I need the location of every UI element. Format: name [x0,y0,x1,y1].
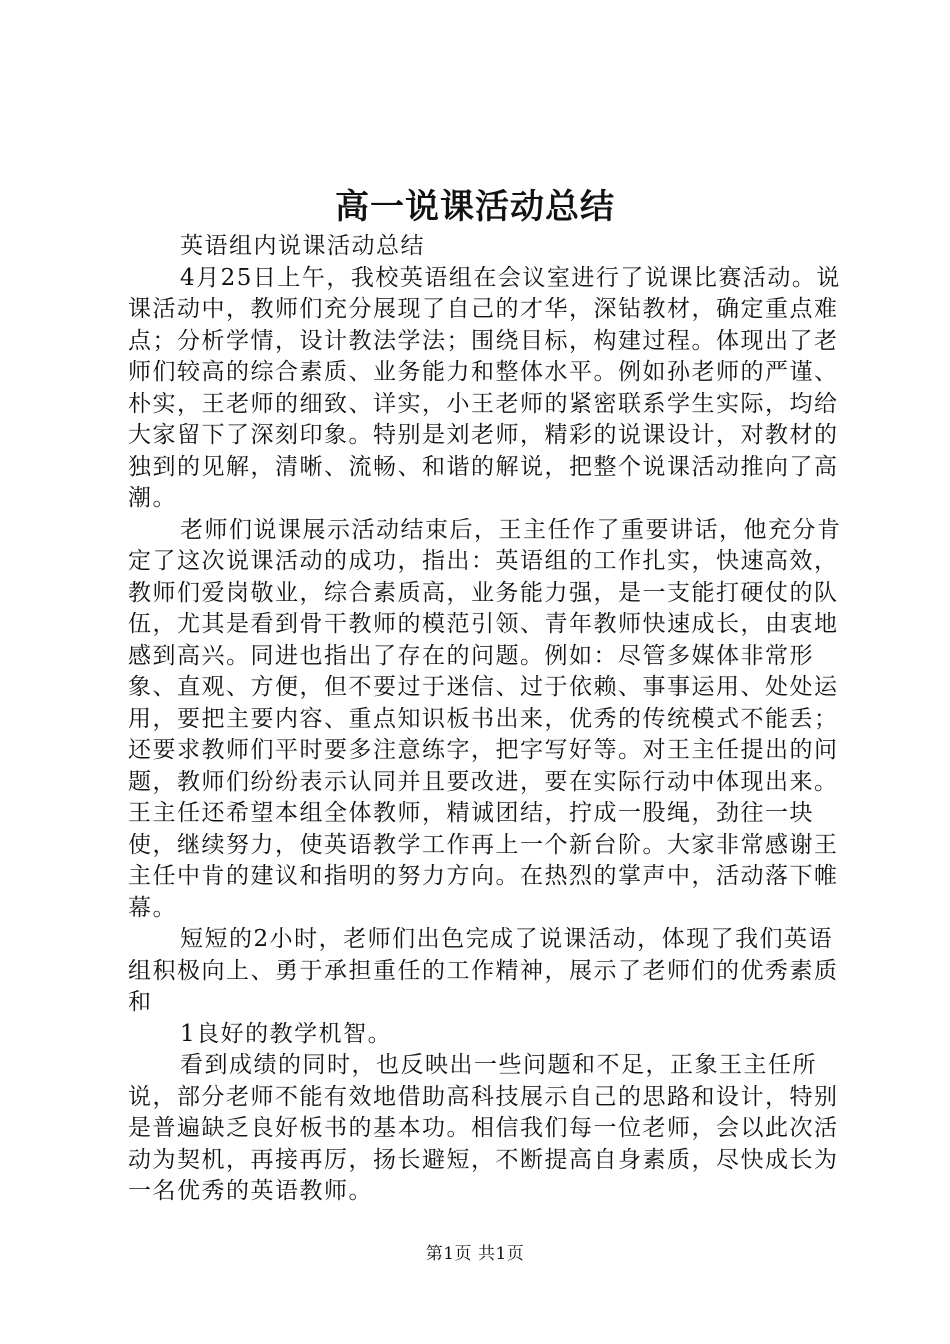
paragraph-teaching-wit: 1良好的教学机智。 [180,1020,393,1047]
paragraph-director-speech: 老师们说课展示活动结束后，王主任作了重要讲话，他充分肯定了这次说课活动的成功，指出：英语组的工作扎实，快速高效，教师们爱岗敬业，综合素质高，业务能力强，是一支能打硬仗的队伍，尤其是看到骨干教师的模范引领、青年教师快速成长，由衷地感到高兴。同进也指出了存在的问题。例如：尽管多媒体非常形象、直观、方便，但不要过于迷信、过于依赖、事事运用、处处运用，要把主要内容、重点知识板书出来，优秀的传统模式不能丢；还要求教师们平时要多注意练字，把字写好等。对王主任提出的问题，教师们纷纷表示认同并且要改进，要在实际行动中体现出来。王主任还希望本组全体教师，精诚团结，拧成一股绳，劲往一块使，继续努力，使英语教学工作再上一个新台阶。大家非常感谢王主任中肯的建议和指明的努力方向。在热烈的掌声中，活动落下帷幕。 [128,516,842,921]
document-body [128,231,850,1208]
paragraph-two-hours: 短短的2小时，老师们出色完成了说课活动，体现了我们英语组积极向上、勇于承担重任的工作精神，展示了老师们的优秀素质和 [128,926,839,1015]
paragraph-reflection: 看到成绩的同时，也反映出一些问题和不足，正象王主任所说，部分老师不能有效地借助高科技展示自己的思路和设计，特别是普遍缺乏良好板书的基本功。相信我们每一位老师，会以此次活动为契机，再接再厉，扬长避短，不断提高自身素质，尽快成长为一名优秀的英语教师。 [128,1052,839,1204]
paragraph-subtitle: 英语组内说课活动总结 [180,233,425,259]
document-title: 高一说课活动总结 [335,187,615,227]
page-footer: 第1页 共1页 [425,1244,525,1264]
paragraph-activity-summary: 4月25日上午，我校英语组在会议室进行了说课比赛活动。说课活动中，教师们充分展现了自己的才华，深钻教材，确定重点难点；分析学情，设计教法学法；围绕目标，构建过程。体现出了老师们较高的综合素质、业务能力和整体水平。例如孙老师的严谨、朴实，王老师的细致、详实，小王老师的紧密联系学生实际，均给大家留下了深刻印象。特别是刘老师，精彩的说课设计，对教材的独到的见解，清晰、流畅、和谐的解说，把整个说课活动推向了高潮。 [128,264,841,511]
